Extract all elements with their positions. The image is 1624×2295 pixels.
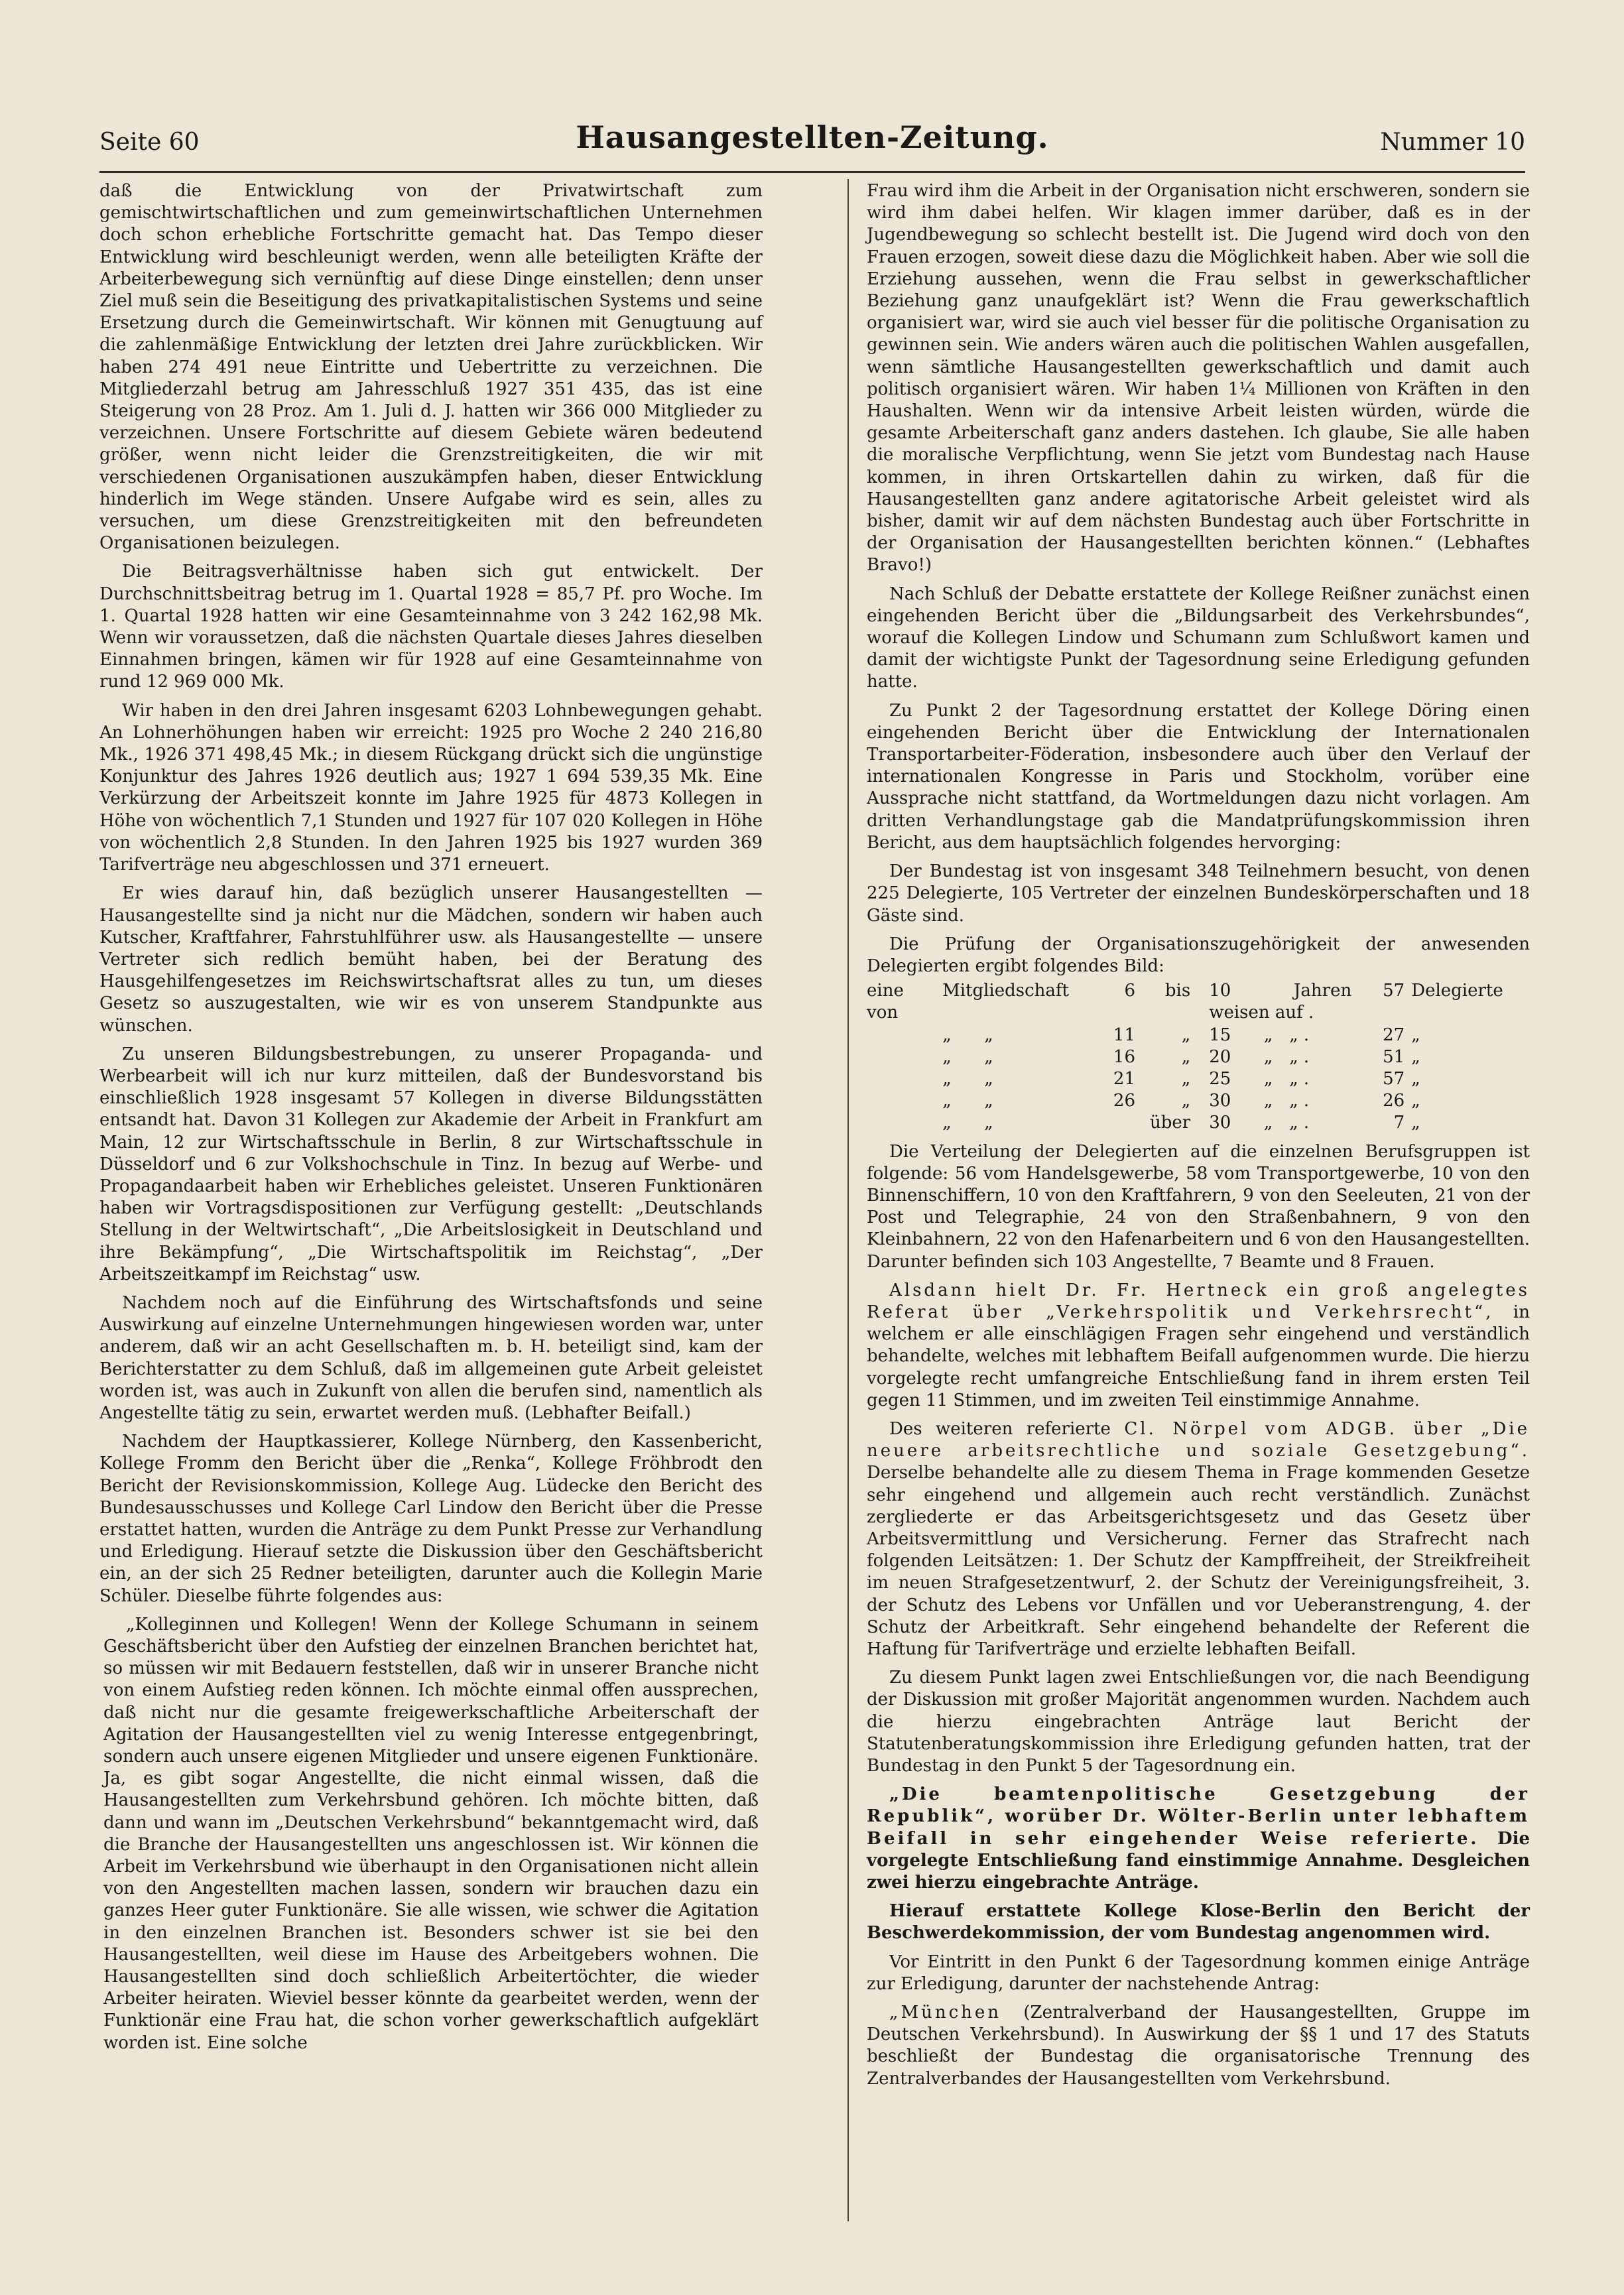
paragraph xyxy=(867,1280,1530,1412)
quote-paragraph: „Kolleginnen und Kollegen! Wenn der Kollege Schumann in seinem Geschäftsbericht über den Aufstieg der einzelnen Branchen berichtet hat, so müssen wir mit Bedauern feststellen, daß wir in unserer Branche nicht von einem Aufstieg reden können. Ich möchte einmal offen aussprechen, daß nicht nur die gesamte freigewerkschaftliche Arbeiterschaft der Agitation der Hausangestellten viel zu wenig Interesse entgegenbringt, sondern auch unsere eigenen Mitglieder und unsere eigenen Funktionäre. Ja, es gibt sogar Angestellte, die nicht einmal wissen, daß die Hausangestellten zum Verkehrsbund gehören. Ich möchte bitten, daß dann und wann im „Deutschen Verkehrsbund“ bekanntgemacht wird, daß die Branche der Hausangestellten uns angeschlossen ist. Wir können die Arbeit im Verkehrsbund wie überhaupt in den Organisationen nicht allein von den Angestellten machen lassen, sondern wir brauchen dazu ein ganzes Heer guter Funktionäre. Sie alle wissen, wie schwer die Agitation in den einzelnen Branchen ist. Besonders schwer ist sie bei den Hausangestellten, weil diese im Hause des Arbeitgebers wohnen. Die Hausangestellten sind doch schließlich Arbeitertöchter, die wieder Arbeiter heiraten. Wieviel besser könnte da gearbeitet werden, wenn der Funktionär eine Frau hat, die schon vorher gewerkschaftlich aufgeklärt worden ist. Eine solche xyxy=(103,1614,759,2053)
table-cell xyxy=(1069,1112,1150,1134)
table-cell: „ xyxy=(1181,1024,1191,1045)
table-cell: 10 Jahren weisen auf . xyxy=(1209,981,1352,1023)
table-cell xyxy=(867,1068,1069,1090)
table-text: 30 xyxy=(1209,1091,1231,1111)
table-row xyxy=(867,980,1530,1024)
table-cell: 15 „ „ . xyxy=(1209,1024,1310,1045)
ditto-mark: „ xyxy=(942,1046,952,1067)
paragraph-text: Des weiteren referierte xyxy=(889,1418,1125,1439)
table-cell: „ xyxy=(1181,1046,1191,1067)
table-cell: 26 xyxy=(1113,1091,1135,1111)
table-text: 20 xyxy=(1209,1046,1231,1067)
paragraph: Die Prüfung der Organisationszugehörigkeit der anwesenden Delegierten ergibt folgendes Bild: xyxy=(867,934,1530,976)
table-cell xyxy=(867,1112,1069,1134)
left-column xyxy=(99,180,763,2054)
paragraph-text: Derselbe behandelte alle zu diesem Thema in Frage kommenden Gesetze sehr eingehend und allgemein auch recht verständlich. Zunächst zergliederte er das Arbeitsgerichtsgesetz und das Gesetz über Arbeitsvermittlung und Versicherung. Ferner das Strafrecht nach folgenden Leitsätzen: 1. Der Schutz der Kampffreiheit, der Streikfreiheit im neuen Strafgesetzentwurf, 2. der Schutz der Vereinigungsfreiheit, 3. der Schutz des Lebens vor Unfällen und vor Ueberanstrengung, 4. der Schutz der Arbeitkraft. Sehr eingehend behandelte der Referent die Haftung für Tarifverträge und erzielte lebhaften Beifall. xyxy=(867,1463,1530,1659)
ditto-mark: „ xyxy=(984,1113,993,1133)
table-row xyxy=(867,1068,1530,1090)
table-cell: 25 „ „ . xyxy=(1209,1068,1310,1089)
paragraph: Frau wird ihm die Arbeit in der Organisation nicht erschweren, sondern sie wird ihm dabei helfen. Wir klagen immer darüber, daß es in der Jugendbewegung so schlecht bestellt ist. Die Jugend wird doch von den Frauen erzogen, soweit diese dazu die Möglichkeit haben. Aber wie soll die Erziehung aussehen, wenn die Frau selbst in gewerkschaftlicher Beziehung ganz unaufgeklärt ist? Wenn die Frau gewerkschaftlich organisiert war, wird sie auch viel besser für die politische Organisation zu gewinnen sein. Wie anders wären auch die politischen Wahlen ausgefallen, wenn sämtliche Hausangestellten gewerkschaftlich und damit auch politisch organisiert wären. Wir haben 1¼ Millionen von Kräften in den Haushalten. Wenn wir da intensive Arbeit leisten würden, würde die gesamte Arbeiterschaft ganz anders dastehen. Ich glaube, Sie alle haben die moralische Verpflichtung, wenn Sie jetzt vom Bundestag nach Hause kommen, in ihren Ortskartellen dahin zu wirken, daß für die Hausangestellten ganz andere agitatorische Arbeit geleistet wird als bisher, damit wir auf dem nächsten Bundestag auch über Fortschritte in der Organisation der Hausangestellten berichten können.“ (Lebhaftes Bravo!) xyxy=(867,181,1530,576)
issue-number: Nummer 10 xyxy=(1380,129,1525,156)
paragraph: Vor Eintritt in den Punkt 6 der Tagesordnung kommen einige Anträge zur Erledigung, darunter der nachstehende Antrag: xyxy=(867,1952,1530,1994)
spaced-text: Cl. Nörpel vom ADGB. über „Die neuere arbeitsrechtliche und soziale Gesetzgebung“. xyxy=(867,1418,1530,1461)
table-row xyxy=(867,1090,1530,1112)
ditto-mark: „ xyxy=(1289,1091,1298,1111)
table-cell: „ xyxy=(1411,1024,1420,1045)
paragraph: Nachdem noch auf die Einführung des Wirtschaftsfonds und seine Auswirkung auf einzelne Unternehmungen hingewiesen worden war, unter anderem, daß wir an acht Gesellschaften m. b. H. beteiligt sind, kam der Berichterstatter zu dem Schluß, daß im allgemeinen gute Arbeit geleistet worden ist, was auch in Zukunft von allen die berufen sind, namentlich als Angestellte tätig zu sein, erwartet werden muß. (Lebhafter Beifall.) xyxy=(99,1292,763,1423)
paragraph: Nachdem der Hauptkassierer, Kollege Nürnberg, den Kassenbericht, Kollege Fromm den Bericht über die „Renka“, Kollege Fröhbrodt den Bericht der Revisionskommission, Kollege Aug. Lüdecke den Bericht des Bundesausschusses und Kollege Carl Lindow den Bericht über die Presse erstattet hatten, wurden die Anträge zu dem Punkt Presse zur Verhandlung und Erledigung. Hierauf setzte die Diskussion über den Geschäftsbericht ein, an der sich 25 Redner beteiligten, darunter auch die Kollegin Marie Schüler. Dieselbe führte folgendes aus: xyxy=(99,1432,763,1606)
table-cell: 51 xyxy=(1383,1046,1405,1067)
paragraph: Zu unseren Bildungsbestrebungen, zu unserer Propaganda- und Werbearbeit will ich nur kurz mitteilen, daß der Bundesvorstand bis einschließlich 1928 insgesamt 57 Kollegen in diverse Bildungsstätten entsandt hat. Davon 31 Kollegen zur Akademie der Arbeit in Frankfurt am Main, 12 zur Wirtschaftsschule in Berlin, 8 zur Wirtschaftsschule in Düsseldorf und 6 zur Volkshochschule in Tinz. In bezug auf Werbe- und Propagandaarbeit haben wir Erhebliches geleistet. Unseren Funktionären haben wir Vortragsdispositionen zur Verfügung gestellt: „Deutschlands Stellung in der Weltwirtschaft“, „Die Arbeitslosigkeit in Deutschland und ihre Bekämpfung“, „Die Wirtschaftspolitik im Reichstag“, „Der Arbeitszeitkampf im Reichstag“ usw. xyxy=(99,1044,763,1284)
table-cell: „ xyxy=(1181,1091,1191,1111)
table-row xyxy=(867,1112,1530,1134)
newspaper-title: Hausangestellten-Zeitung. xyxy=(576,119,1049,155)
ditto-mark: „ xyxy=(984,1024,993,1045)
ditto-mark: „ xyxy=(1263,1091,1273,1111)
ditto-mark: „ xyxy=(1263,1024,1273,1045)
paragraph xyxy=(867,1418,1530,1660)
paragraph-text: (Zentralverband der Hausangestellten, Gruppe im Deutschen Verkehrsbund). In Auswirkung der §§ 1 und 17 des Statuts beschließt der Bundestag die organisatorische Trennung des Zentralverbandes der Hausangestellten vom Verkehrsbund. xyxy=(867,2003,1530,2089)
table-cell xyxy=(867,1046,1069,1068)
paragraph: daß die Entwicklung von der Privatwirtschaft zum gemischtwirtschaftlichen und zum gemeinwirtschaftlichen Unternehmen doch schon erhebliche Fortschritte gemacht hat. Das Tempo dieser Entwicklung wird beschleunigt werden, wenn alle beteiligten Kräfte der Arbeiterbewegung sich vernünftig auf diese Dinge einstellen; denn unser Ziel muß sein die Beseitigung des privatkapitalistischen Systems und seine Ersetzung durch die Gemeinwirtschaft. Wir können mit Genugtuung auf die zahlenmäßige Entwicklung der letzten drei Jahre zurückblicken. Wir haben 274 491 neue Eintritte und Uebertritte zu verzeichnen. Die Mitgliederzahl betrug am Jahresschluß 1927 351 435, das ist eine Steigerung von 28 Proz. Am 1. Juli d. J. hatten wir 366 000 Mitglieder zu verzeichnen. Unsere Fortschritte auf diesem Gebiete wären bedeutend größer, wenn nicht leider die Grenzstreitigkeiten, die wir mit verschiedenen Organisationen auszukämpfen haben, dieser Entwicklung hinderlich im Wege ständen. Unsere Aufgabe wird es sein, alles zu versuchen, um diese Grenzstreitigkeiten mit den befreundeten Organisationen beizulegen. xyxy=(99,181,763,554)
ditto-mark: „ xyxy=(1289,1068,1298,1089)
paragraph: Er wies darauf hin, daß bezüglich unserer Hausangestellten — Hausangestellte sind ja nicht nur die Mädchen, sondern wir haben auch Kutscher, Kraftfahrer, Fahrstuhlführer usw. als Hausangestellte — unsere Vertreter sich redlich bemüht haben, bei der Beratung des Hausgehilfengesetzes im Reichswirtschaftsrat alles zu tun, um dieses Gesetz so auszugestalten, wie wir es von unserem Standpunkte aus wünschen. xyxy=(99,883,763,1036)
paragraph: Nach Schluß der Debatte erstattete der Kollege Reißner zunächst einen eingehenden Bericht über die „Bildungsarbeit des Verkehrsbundes“, worauf die Kollegen Lindow und Schumann zum Schlußwort kamen und damit der wichtigste Punkt der Tagesordnung seine Erledigung gefunden hatte. xyxy=(867,584,1530,692)
table-row xyxy=(867,1046,1530,1068)
ditto-mark: „ xyxy=(1263,1113,1273,1133)
table-cell: „ xyxy=(1411,1113,1420,1133)
paragraph xyxy=(867,1784,1530,1894)
table-cell: 20 „ „ . xyxy=(1209,1046,1310,1067)
paragraph-text: Die vorgelegte Entschließung fand einstimmige Annahme. Desgleichen zwei hierzu eingebrachte Anträge. xyxy=(867,1828,1530,1893)
table-cell: bis xyxy=(1164,981,1191,1001)
table-text: 15 xyxy=(1209,1024,1231,1045)
ditto-mark: „ xyxy=(942,1091,952,1111)
paragraph: Der Bundestag ist von insgesamt 348 Teilnehmern besucht, von denen 225 Delegierte, 105 Vertreter der einzelnen Bundeskörperschaften und 18 Gäste sind. xyxy=(867,861,1530,926)
table-cell: über xyxy=(1150,1113,1191,1133)
ditto-mark: „ xyxy=(942,1024,952,1045)
table-text: 30 xyxy=(1209,1113,1231,1133)
paragraph: Die Verteilung der Delegierten auf die einzelnen Berufsgruppen ist folgende: 56 vom Handelsgewerbe, 58 vom Transportgewerbe, 10 von den Binnenschiffern, 10 von den Kraftfahrern, 9 von den Seeleuten, 21 von der Post und Telegraphie, 24 von den Straßenbahnern, 9 von den Kleinbahnern, 22 von den Hafenarbeitern und 6 von den Hausangestellten. Darunter befinden sich 103 Angestellte, 7 Beamte und 8 Frauen. xyxy=(867,1141,1530,1272)
table-cell: 27 xyxy=(1383,1024,1405,1045)
paragraph: Zu Punkt 2 der Tagesordnung erstattet der Kollege Döring einen eingehenden Bericht über die Entwicklung der Internationalen Transportarbeiter-Föderation, insbesondere auch über den Verlauf der internationalen Kongresse in Paris und Stockholm, vorüber eine Aussprache nicht stattfand, da Wortmeldungen dazu nicht vorlagen. Am dritten Verhandlungstage gab die Mandatprüfungskommission ihren Bericht, aus dem hauptsächlich folgendes hervorging: xyxy=(867,700,1530,853)
ditto-mark: „ xyxy=(984,1046,993,1067)
table-cell: 11 xyxy=(1113,1024,1135,1045)
table-cell: 16 xyxy=(1113,1046,1135,1067)
table-text: 10 Jahren xyxy=(1209,981,1352,1001)
table-cell xyxy=(867,1090,1069,1112)
table-cell: 30 „ „ . xyxy=(1209,1113,1310,1133)
ditto-mark: „ xyxy=(984,1068,993,1089)
table-row xyxy=(867,1024,1530,1046)
table-cell: 21 xyxy=(1113,1068,1135,1089)
right-column xyxy=(867,180,1530,2090)
table-cell: „ xyxy=(1411,1068,1420,1089)
column-divider xyxy=(847,179,849,2221)
paragraph: Die Beitragsverhältnisse haben sich gut entwickelt. Der Durchschnittsbeitrag betrug im 1. Quartal 1928 = 85,7 Pf. pro Woche. Im 1. Quartal 1928 hatten wir eine Gesamteinnahme von 3 242 162,98 Mk. Wenn wir voraussetzen, daß die nächsten Quartale dieses Jahres dieselben Einnahmen bringen, kämen wir für 1928 auf eine Gesamteinnahme von rund 12 969 000 Mk. xyxy=(99,562,763,692)
ditto-mark: „ xyxy=(984,1091,993,1111)
table-cell: Delegierte xyxy=(1411,981,1503,1001)
ditto-mark: „ xyxy=(1289,1024,1298,1045)
spaced-text: „Die beamtenpolitische Gesetzgebung der Republik“, worüber Dr. Wölter-Berlin unter lebhaftem Beifall in sehr eingehender Weise referierte. xyxy=(867,1784,1530,1849)
ditto-mark: „ xyxy=(942,1113,952,1133)
table-cell: 6 xyxy=(1124,981,1135,1001)
table-cell: eine Mitgliedschaft von xyxy=(867,981,1069,1023)
spaced-text: „München xyxy=(889,2003,1002,2023)
table-text: 25 xyxy=(1209,1068,1231,1089)
paragraph xyxy=(867,2002,1530,2090)
table-cell: 26 xyxy=(1383,1091,1405,1111)
page-number: Seite 60 xyxy=(99,129,200,156)
ditto-mark: „ xyxy=(942,1068,952,1089)
table-cell xyxy=(867,1024,1069,1046)
table-cell: „ xyxy=(1411,1091,1420,1111)
paragraph-text: in welchem er alle einschlägigen Fragen sehr eingehend und verständlich behandelte, welches mit lebhaftem Beifall aufgenommen wurde. Die hierzu vorgelegte recht umfangreiche Entschließung fand in ihrem ersten Teil gegen 11 Stimmen, und im zweiten Teil einstimmige Annahme. xyxy=(867,1302,1530,1410)
spaced-text: Alsdann hielt Dr. Fr. Hertneck ein groß angelegtes Referat über „Verkehrspolitik und Verkehrsrecht“, xyxy=(867,1280,1530,1322)
ditto-mark: „ xyxy=(1263,1068,1273,1089)
ditto-mark: „ xyxy=(1289,1113,1298,1133)
ditto-mark: „ xyxy=(1263,1046,1273,1067)
table-text: weisen auf xyxy=(1209,1003,1303,1023)
table-cell: 57 xyxy=(1383,981,1405,1001)
table-cell: 7 xyxy=(1393,1113,1405,1133)
table-cell: „ xyxy=(1411,1046,1420,1067)
table-cell: 57 xyxy=(1383,1068,1405,1089)
table-cell: 30 „ „ . xyxy=(1209,1091,1310,1111)
delegates-table xyxy=(867,980,1530,1134)
paragraph: Hierauf erstattete Kollege Klose-Berlin den Bericht der Beschwerdekommission, der vom Bundestag angenommen wird. xyxy=(867,1901,1530,1944)
paragraph: Zu diesem Punkt lagen zwei Entschließungen vor, die nach Beendigung der Diskussion mit großer Majorität angenommen wurden. Nachdem auch die hierzu eingebrachten Anträge laut Bericht der Statutenberatungskommission ihre Erledigung gefunden hatten, trat der Bundestag in den Punkt 5 der Tagesordnung ein. xyxy=(867,1668,1530,1776)
page-header xyxy=(99,119,1525,166)
paragraph: Wir haben in den drei Jahren insgesamt 6203 Lohnbewegungen gehabt. An Lohnerhöhungen haben wir erreicht: 1925 pro Woche 2 240 216,80 Mk., 1926 371 498,45 Mk.; in diesem Rückgang drückt sich die ungünstige Konjunktur des Jahres 1926 deutlich aus; 1927 1 694 539,35 Mk. Eine Verkürzung der Arbeitszeit konnte im Jahre 1925 für 4873 Kollegen in Höhe von wöchentlich 7,1 Stunden und 1927 für 107 020 Kollegen in Höhe von wöchentlich 2,8 Stunden. In den Jahren 1925 bis 1927 wurden 369 Tarifverträge neu abgeschlossen und 371 erneuert. xyxy=(99,700,763,875)
header-rule xyxy=(99,171,1525,173)
table-cell: „ xyxy=(1181,1068,1191,1089)
ditto-mark: „ xyxy=(1289,1046,1298,1067)
